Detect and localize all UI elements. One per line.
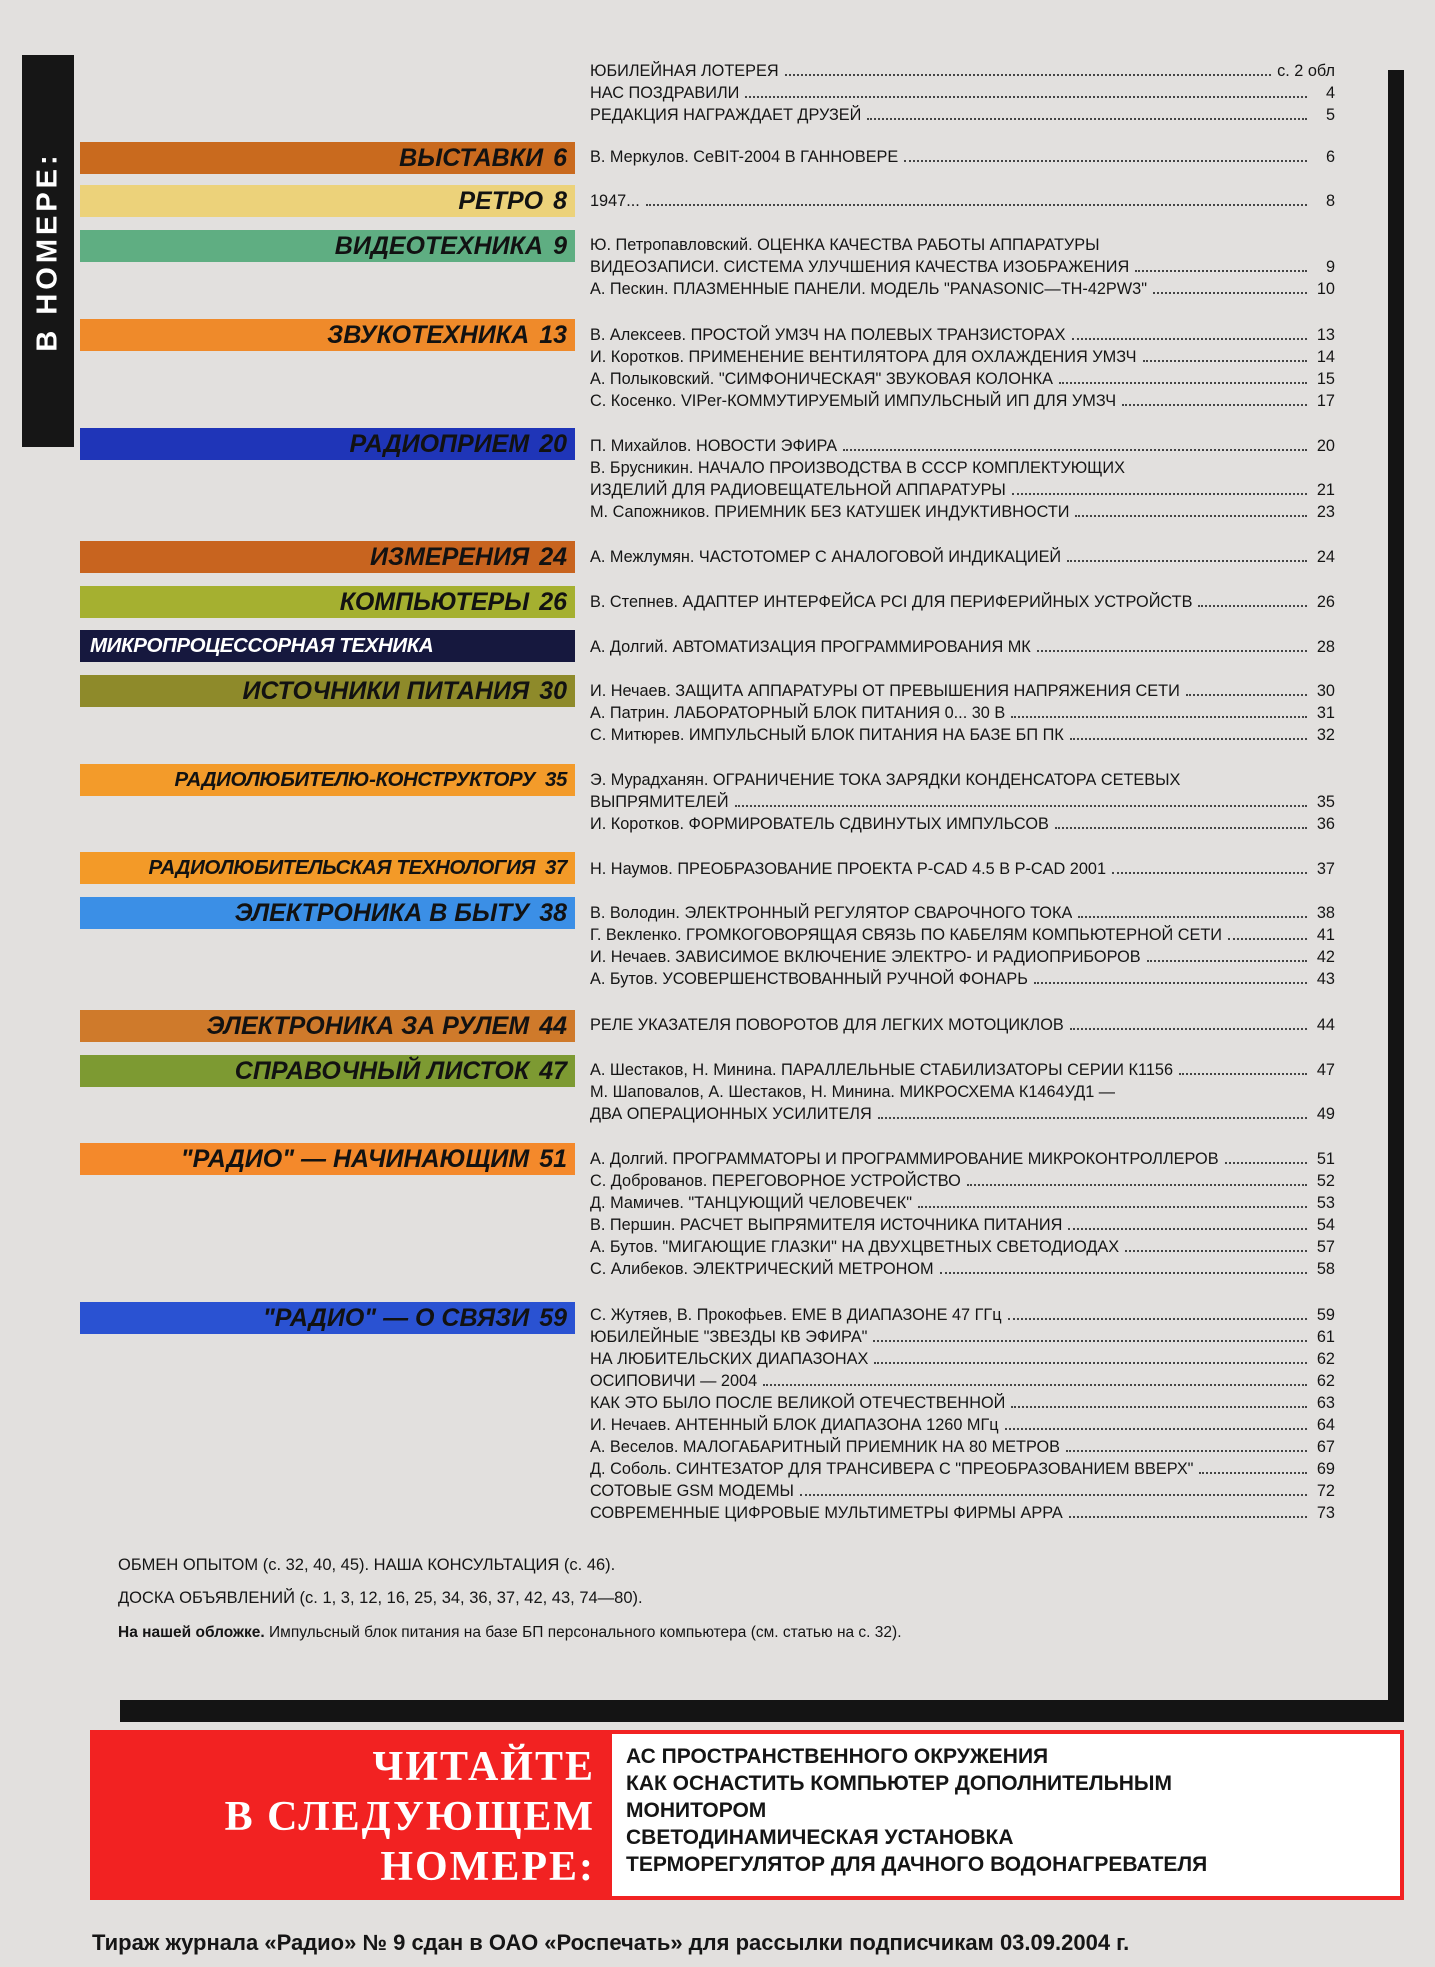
article-page: 59 [1316, 1306, 1335, 1324]
article-title: В. Володин. ЭЛЕКТРОННЫЙ РЕГУЛЯТОР СВАРОЧНОГО ТОКА [590, 904, 1073, 922]
article-entry[interactable] [590, 1348, 1335, 1370]
article-page: 41 [1316, 926, 1335, 944]
article-entry[interactable] [590, 924, 1335, 946]
article-title: С. Митюрев. ИМПУЛЬСНЫЙ БЛОК ПИТАНИЯ НА БАЗЕ БП ПК [590, 726, 1064, 744]
article-page: 9 [1325, 258, 1335, 276]
article-title: ВЫПРЯМИТЕЛЕЙ [590, 793, 729, 811]
cover-note-text: Импульсный блок питания на базе БП персонального компьютера (см. статью на с. 32). [269, 1624, 902, 1641]
header-entry[interactable]: НАС ПОЗДРАВИЛИ 4 [590, 84, 1335, 102]
article-entry[interactable] [590, 368, 1335, 390]
sidebar-title: В НОМЕРЕ: [31, 150, 64, 352]
next-issue-item[interactable]: КАК ОСНАСТИТЬ КОМПЬЮТЕР ДОПОЛНИТЕЛЬНЫМ [626, 1772, 1172, 1795]
article-entry[interactable] [590, 256, 1335, 278]
dot-leader [646, 204, 1307, 206]
article-page: 43 [1316, 970, 1335, 988]
article-page: 36 [1316, 815, 1335, 833]
dot-leader [1011, 716, 1307, 718]
article-title: 1947... [590, 192, 640, 210]
section-band-izmereniya[interactable]: ИЗМЕРЕНИЯ 24 [80, 541, 575, 573]
article-entry[interactable] [590, 501, 1335, 523]
section-band-mikroprocessornaya[interactable]: МИКРОПРОЦЕССОРНАЯ ТЕХНИКА [80, 630, 575, 662]
article-group-radiolyubitelskaya-tekhnologiya [590, 858, 1335, 880]
article-group-videotekhnika [590, 234, 1335, 300]
article-group-elektronika-v-bytu [590, 902, 1335, 990]
page-shadow-bottom [120, 1700, 1404, 1722]
dot-leader [1005, 1428, 1307, 1430]
dot-leader [843, 449, 1307, 451]
dot-leader [1199, 1472, 1307, 1474]
article-title: А. Веселов. МАЛОГАБАРИТНЫЙ ПРИЕМНИК НА 80 МЕТРОВ [590, 1438, 1061, 1456]
article-title: И. Нечаев. АНТЕННЫЙ БЛОК ДИАПАЗОНА 1260 МГц [590, 1416, 999, 1434]
article-title: И. Коротков. ФОРМИРОВАТЕЛЬ СДВИНУТЫХ ИМПУЛЬСОВ [590, 815, 1049, 833]
next-issue-item[interactable]: ТЕРМОРЕГУЛЯТОР ДЛЯ ДАЧНОГО ВОДОНАГРЕВАТЕЛЯ [626, 1853, 1208, 1876]
article-page: 67 [1316, 1438, 1335, 1456]
dot-leader [735, 805, 1307, 807]
article-title: М. Сапожников. ПРИЕМНИК БЕЗ КАТУШЕК ИНДУКТИВНОСТИ [590, 503, 1070, 521]
article-title: Д. Соболь. СИНТЕЗАТОР ДЛЯ ТРАНСИВЕРА С "ПРЕОБРАЗОВАНИЕМ ВВЕРХ" [590, 1460, 1194, 1478]
section-band-elektronika-v-bytu[interactable]: ЭЛЕКТРОНИКА В БЫТУ 38 [80, 897, 575, 929]
dot-leader [1179, 1073, 1307, 1075]
article-title: Н. Наумов. ПРЕОБРАЗОВАНИЕ ПРОЕКТА P-CAD 4.5 В P-CAD 2001 [590, 860, 1107, 878]
article-group-radio-nachinayushchim [590, 1148, 1335, 1280]
article-page: 15 [1316, 370, 1335, 388]
dot-leader [1055, 827, 1307, 829]
dot-leader [1143, 360, 1307, 362]
dot-leader [1012, 493, 1307, 495]
next-issue-item[interactable]: МОНИТОРОМ [626, 1799, 767, 1822]
article-entry[interactable] [590, 902, 1335, 924]
dot-leader [1034, 982, 1307, 984]
article-title: В. Алексеев. ПРОСТОЙ УМЗЧ НА ПОЛЕВЫХ ТРАНЗИСТОРАХ [590, 326, 1066, 344]
next-issue-item[interactable]: АС ПРОСТРАНСТВЕННОГО ОКРУЖЕНИЯ [626, 1745, 1049, 1768]
article-page: 72 [1316, 1482, 1335, 1500]
article-entry[interactable] [590, 1436, 1335, 1458]
article-entry[interactable] [590, 680, 1335, 702]
article-page: 51 [1316, 1150, 1335, 1168]
next-issue-list [608, 1730, 1404, 1900]
article-page: 32 [1316, 726, 1335, 744]
article-group-retro [590, 190, 1335, 212]
article-page: 47 [1316, 1061, 1335, 1079]
article-title: С. Косенко. VIPer-КОММУТИРУЕМЫЙ ИМПУЛЬСНЫЙ ИП ДЛЯ УМЗЧ [590, 392, 1117, 410]
article-title: И. Нечаев. ЗАЩИТА АППАРАТУРЫ ОТ ПРЕВЫШЕНИЯ НАПРЯЖЕНИЯ СЕТИ [590, 682, 1180, 700]
section-band-elektronika-za-rulem[interactable]: ЭЛЕКТРОНИКА ЗА РУЛЕМ 44 [80, 1010, 575, 1042]
section-band-radiolyubitelskaya-tekhnologiya[interactable]: РАДИОЛЮБИТЕЛЬСКАЯ ТЕХНОЛОГИЯ 37 [80, 852, 575, 884]
article-title: А. Бутов. УСОВЕРШЕНСТВОВАННЫЙ РУЧНОЙ ФОНАРЬ [590, 970, 1028, 988]
dot-leader [1125, 1250, 1307, 1252]
dot-leader [1070, 1028, 1307, 1030]
article-page: 21 [1316, 481, 1335, 499]
dot-leader [1066, 1450, 1307, 1452]
dot-leader [918, 1206, 1307, 1208]
article-page: 63 [1316, 1394, 1335, 1412]
dot-leader [1112, 872, 1307, 874]
section-band-spravochny-listok[interactable]: СПРАВОЧНЫЙ ЛИСТОК 47 [80, 1055, 575, 1087]
next-issue-heading: ЧИТАЙТЕ В СЛЕДУЮЩЕМ НОМЕРЕ: [224, 1744, 595, 1890]
article-group-radiopriem [590, 435, 1335, 523]
next-issue-item[interactable]: СВЕТОДИНАМИЧЕСКАЯ УСТАНОВКА [626, 1826, 1014, 1849]
article-entry[interactable] [590, 1103, 1335, 1125]
dot-leader [1070, 738, 1307, 740]
section-band-kompyutery[interactable]: КОМПЬЮТЕРЫ 26 [80, 586, 575, 618]
dot-leader [1069, 1516, 1307, 1518]
dot-leader [1122, 404, 1307, 406]
article-title: А. Пескин. ПЛАЗМЕННЫЕ ПАНЕЛИ. МОДЕЛЬ "PANASONIC—TH-42PW3" [590, 280, 1147, 298]
article-entry[interactable] [590, 1170, 1335, 1192]
dot-leader [1135, 270, 1307, 272]
article-title: А. Полыковский. "СИМФОНИЧЕСКАЯ" ЗВУКОВАЯ КОЛОНКА [590, 370, 1053, 388]
cover-note [118, 1624, 902, 1642]
dot-leader [878, 1117, 1307, 1119]
article-title: ДВА ОПЕРАЦИОННЫХ УСИЛИТЕЛЯ [590, 1105, 872, 1123]
article-entry[interactable] [590, 1014, 1335, 1036]
article-page: 62 [1316, 1372, 1335, 1390]
header-list [590, 60, 1335, 126]
article-entry[interactable] [590, 1059, 1335, 1081]
article-entry[interactable] [590, 1480, 1335, 1502]
section-band-radiopriem[interactable]: РАДИОПРИЕМ 20 [80, 428, 575, 460]
article-entry[interactable] [590, 1214, 1335, 1236]
article-page: 20 [1316, 437, 1335, 455]
article-page: 37 [1316, 860, 1335, 878]
dot-leader [1228, 938, 1307, 940]
article-entry[interactable] [590, 813, 1335, 835]
article-title: РЕЛЕ УКАЗАТЕЛЯ ПОВОРОТОВ ДЛЯ ЛЕГКИХ МОТОЦИКЛОВ [590, 1016, 1064, 1034]
dot-leader [1075, 515, 1307, 517]
article-page: 64 [1316, 1416, 1335, 1434]
circulation-note: Тираж журнала «Радио» № 9 сдан в ОАО «Роспечать» для рассылки подписчикам 03.09.2004 г. [92, 1930, 1130, 1955]
article-title: КАК ЭТО БЫЛО ПОСЛЕ ВЕЛИКОЙ ОТЕЧЕСТВЕННОЙ [590, 1394, 1006, 1412]
article-title: А. Долгий. ПРОГРАММАТОРЫ И ПРОГРАММИРОВАНИЕ МИКРОКОНТРОЛЛЕРОВ [590, 1150, 1219, 1168]
article-title: П. Михайлов. НОВОСТИ ЭФИРА [590, 437, 838, 455]
article-entry[interactable] [590, 146, 1335, 168]
article-entry[interactable] [590, 1304, 1335, 1326]
section-band-radio-o-svyazi[interactable]: "РАДИО" — О СВЯЗИ 59 [80, 1302, 575, 1334]
article-entry[interactable] [590, 190, 1335, 212]
article-entry[interactable] [590, 791, 1335, 813]
article-entry[interactable] [590, 457, 1335, 479]
article-page: 44 [1316, 1016, 1335, 1034]
article-entry[interactable] [590, 769, 1335, 791]
article-entry[interactable] [590, 1192, 1335, 1214]
article-page: 38 [1316, 904, 1335, 922]
dot-leader [874, 1362, 1307, 1364]
article-entry[interactable] [590, 591, 1335, 613]
article-page: 13 [1316, 326, 1335, 344]
article-entry[interactable] [590, 1502, 1335, 1524]
article-page: 6 [1325, 148, 1335, 166]
article-title: А. Шестаков, Н. Минина. ПАРАЛЛЕЛЬНЫЕ СТАБИЛИЗАТОРЫ СЕРИИ К1156 [590, 1061, 1173, 1079]
article-entry[interactable] [590, 1148, 1335, 1170]
article-page: 17 [1316, 392, 1335, 410]
article-group-zvukotekhnika [590, 324, 1335, 412]
article-title: Ю. Петропавловский. ОЦЕНКА КАЧЕСТВА РАБОТЫ АППАРАТУРЫ [590, 236, 1100, 254]
dot-leader [904, 160, 1307, 162]
header-entry[interactable]: РЕДАКЦИЯ НАГРАЖДАЕТ ДРУЗЕЙ 5 [590, 106, 1335, 124]
article-title: ЮБИЛЕЙНЫЕ "ЗВЕЗДЫ КВ ЭФИРА" [590, 1328, 868, 1346]
section-band-radio-nachinayushchim[interactable]: "РАДИО" — НАЧИНАЮЩИМ 51 [80, 1143, 575, 1175]
article-title: М. Шаповалов, А. Шестаков, Н. Минина. МИКРОСХЕМА К1464УД1 — [590, 1083, 1116, 1101]
article-entry[interactable] [590, 858, 1335, 880]
section-band-retro[interactable]: РЕТРО 8 [80, 185, 575, 217]
article-title: И. Нечаев. ЗАВИСИМОЕ ВКЛЮЧЕНИЕ ЭЛЕКТРО- И РАДИОПРИБОРОВ [590, 948, 1141, 966]
dot-leader [1011, 1406, 1307, 1408]
article-title: А. Долгий. АВТОМАТИЗАЦИЯ ПРОГРАММИРОВАНИЯ МК [590, 638, 1031, 656]
dot-leader [1153, 292, 1307, 294]
article-page: 28 [1316, 638, 1335, 656]
page-shadow-right [1388, 70, 1404, 1720]
article-entry[interactable] [590, 1326, 1335, 1348]
article-title: С. Жутяев, В. Прокофьев. EME В ДИАПАЗОНЕ 47 ГГц [590, 1306, 1002, 1324]
article-group-kompyutery [590, 591, 1335, 613]
article-title: В. Першин. РАСЧЕТ ВЫПРЯМИТЕЛЯ ИСТОЧНИКА ПИТАНИЯ [590, 1216, 1063, 1234]
article-page: 26 [1316, 593, 1335, 611]
article-entry[interactable] [590, 324, 1335, 346]
article-entry[interactable] [590, 946, 1335, 968]
article-title: НА ЛЮБИТЕЛЬСКИХ ДИАПАЗОНАХ [590, 1350, 869, 1368]
article-page: 69 [1316, 1460, 1335, 1478]
article-entry[interactable] [590, 1081, 1335, 1103]
article-page: 52 [1316, 1172, 1335, 1190]
article-title: СОВРЕМЕННЫЕ ЦИФРОВЫЕ МУЛЬТИМЕТРЫ ФИРМЫ APPA [590, 1504, 1063, 1522]
article-group-mikroprocessornaya [590, 636, 1335, 658]
dot-leader [1225, 1162, 1307, 1164]
article-page: 31 [1316, 704, 1335, 722]
dot-leader [1198, 605, 1307, 607]
article-group-spravochny-listok [590, 1059, 1335, 1125]
dot-leader [873, 1340, 1307, 1342]
article-entry[interactable] [590, 435, 1335, 457]
article-entry[interactable] [590, 479, 1335, 501]
article-group-vystavki [590, 146, 1335, 168]
article-title: Д. Мамичев. "ТАНЦУЮЩИЙ ЧЕЛОВЕЧЕК" [590, 1194, 912, 1212]
article-title: А. Межлумян. ЧАСТОТОМЕР С АНАЛОГОВОЙ ИНДИКАЦИЕЙ [590, 548, 1062, 566]
section-band-vystavki[interactable]: ВЫСТАВКИ 6 [80, 142, 575, 174]
section-band-videotekhnika[interactable]: ВИДЕОТЕХНИКА 9 [80, 230, 575, 262]
article-page: 14 [1316, 348, 1335, 366]
dot-leader [1059, 382, 1307, 384]
article-entry[interactable] [590, 1370, 1335, 1392]
exchange-note: ОБМЕН ОПЫТОМ (с. 32, 40, 45). НАША КОНСУЛЬТАЦИЯ (с. 46). [118, 1556, 616, 1574]
dot-leader [1072, 338, 1308, 340]
article-group-radio-o-svyazi [590, 1304, 1335, 1524]
article-page: 10 [1316, 280, 1335, 298]
article-page: 58 [1316, 1260, 1335, 1278]
article-title: А. Патрин. ЛАБОРАТОРНЫЙ БЛОК ПИТАНИЯ 0... 30 В [590, 704, 1006, 722]
article-entry[interactable] [590, 968, 1335, 990]
article-title: И. Коротков. ПРИМЕНЕНИЕ ВЕНТИЛЯТОРА ДЛЯ ОХЛАЖДЕНИЯ УМЗЧ [590, 348, 1137, 366]
article-group-istochniki-pitaniya [590, 680, 1335, 746]
article-title: В. Меркулов. CeBIT-2004 В ГАННОВЕРЕ [590, 148, 899, 166]
dot-leader [1037, 650, 1307, 652]
article-title: А. Бутов. "МИГАЮЩИЕ ГЛАЗКИ" НА ДВУХЦВЕТНЫХ СВЕТОДИОДАХ [590, 1238, 1120, 1256]
article-page: 42 [1316, 948, 1335, 966]
article-title: СОТОВЫЕ GSM МОДЕМЫ [590, 1482, 794, 1500]
article-title: ОСИПОВИЧИ — 2004 [590, 1372, 758, 1390]
dot-leader [1147, 960, 1307, 962]
article-title: С. Алибеков. ЭЛЕКТРИЧЕСКИЙ МЕТРОНОМ [590, 1260, 934, 1278]
article-page: 24 [1316, 548, 1335, 566]
article-entry[interactable] [590, 1458, 1335, 1480]
article-title: ИЗДЕЛИЙ ДЛЯ РАДИОВЕЩАТЕЛЬНОЙ АППАРАТУРЫ [590, 481, 1006, 499]
ads-note: ДОСКА ОБЪЯВЛЕНИЙ (с. 1, 3, 12, 16, 25, 34, 36, 37, 42, 43, 74—80). [118, 1589, 643, 1607]
article-page: 8 [1325, 192, 1335, 210]
article-group-izmereniya [590, 546, 1335, 568]
section-band-radiolyubitelyu-konstruktoru[interactable]: РАДИОЛЮБИТЕЛЮ-КОНСТРУКТОРУ 35 [80, 764, 575, 796]
article-entry[interactable] [590, 278, 1335, 300]
article-entry[interactable] [590, 546, 1335, 568]
header-entry[interactable]: ЮБИЛЕЙНАЯ ЛОТЕРЕЯ с. 2 обл [590, 62, 1335, 80]
article-page: 53 [1316, 1194, 1335, 1212]
section-band-zvukotekhnika[interactable]: ЗВУКОТЕХНИКА 13 [80, 319, 575, 351]
article-entry[interactable] [590, 1236, 1335, 1258]
article-page: 49 [1316, 1105, 1335, 1123]
article-group-elektronika-za-rulem [590, 1014, 1335, 1036]
article-page: 61 [1316, 1328, 1335, 1346]
dot-leader [1008, 1318, 1307, 1320]
article-page: 54 [1316, 1216, 1335, 1234]
article-entry[interactable] [590, 724, 1335, 746]
article-group-radiolyubitelyu-konstruktoru [590, 769, 1335, 835]
dot-leader [940, 1272, 1307, 1274]
article-entry[interactable] [590, 1392, 1335, 1414]
article-page: 62 [1316, 1350, 1335, 1368]
article-entry[interactable] [590, 1414, 1335, 1436]
article-title: Г. Векленко. ГРОМКОГОВОРЯЩАЯ СВЯЗЬ ПО КАБЕЛЯМ КОМПЬЮТЕРНОЙ СЕТИ [590, 926, 1222, 944]
dot-leader [1186, 694, 1307, 696]
dot-leader [800, 1494, 1307, 1496]
article-title: С. Доброванов. ПЕРЕГОВОРНОЕ УСТРОЙСТВО [590, 1172, 961, 1190]
dot-leader [1078, 916, 1307, 918]
article-title: В. Степнев. АДАПТЕР ИНТЕРФЕЙСА PCI ДЛЯ ПЕРИФЕРИЙНЫХ УСТРОЙСТВ [590, 593, 1193, 611]
article-entry[interactable] [590, 1258, 1335, 1280]
article-page: 73 [1316, 1504, 1335, 1522]
article-entry[interactable] [590, 390, 1335, 412]
article-page: 57 [1316, 1238, 1335, 1256]
article-page: 35 [1316, 793, 1335, 811]
dot-leader [1067, 560, 1307, 562]
article-page: 30 [1316, 682, 1335, 700]
section-band-istochniki-pitaniya[interactable]: ИСТОЧНИКИ ПИТАНИЯ 30 [80, 675, 575, 707]
dot-leader [763, 1384, 1307, 1386]
article-title: В. Брусникин. НАЧАЛО ПРОИЗВОДСТВА В СССР КОМПЛЕКТУЮЩИХ [590, 459, 1125, 477]
cover-note-label: На нашей обложке. [118, 1624, 265, 1641]
article-entry[interactable] [590, 346, 1335, 368]
article-title: Э. Мурадханян. ОГРАНИЧЕНИЕ ТОКА ЗАРЯДКИ КОНДЕНСАТОРА СЕТЕВЫХ [590, 771, 1181, 789]
dot-leader [1068, 1228, 1307, 1230]
article-entry[interactable] [590, 636, 1335, 658]
article-entry[interactable] [590, 702, 1335, 724]
dot-leader [967, 1184, 1307, 1186]
article-title: ВИДЕОЗАПИСИ. СИСТЕМА УЛУЧШЕНИЯ КАЧЕСТВА ИЗОБРАЖЕНИЯ [590, 258, 1130, 276]
article-page: 23 [1316, 503, 1335, 521]
article-entry[interactable] [590, 234, 1335, 256]
